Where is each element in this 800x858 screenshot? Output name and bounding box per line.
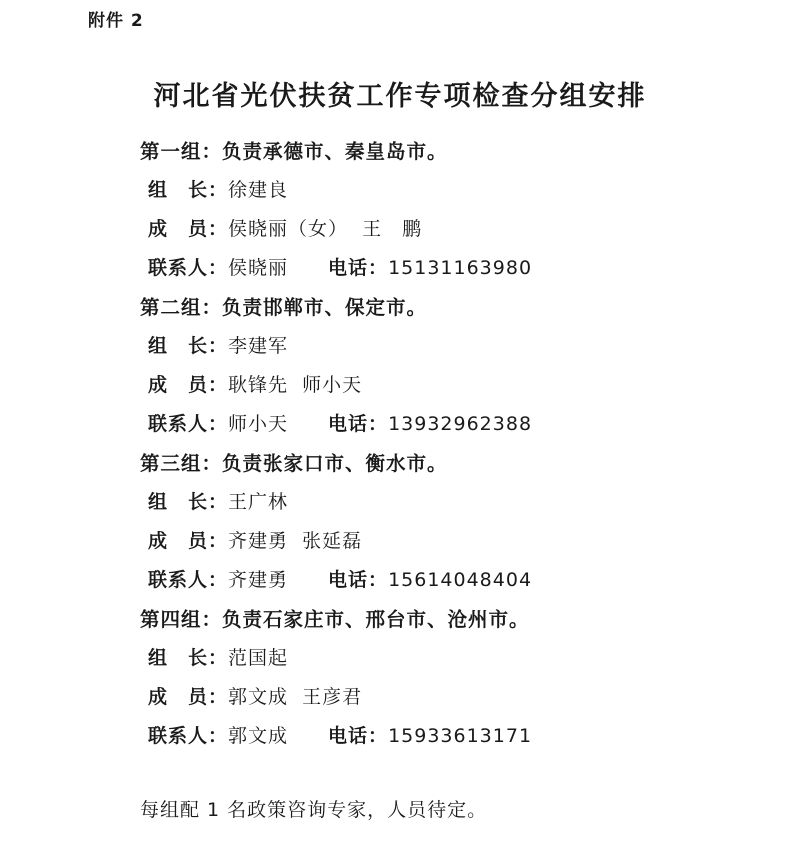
- members-label: 成 员：: [148, 686, 229, 708]
- contact-name: 师小天: [228, 413, 289, 435]
- group-contact-line: [140, 405, 700, 444]
- leader-label: 组 长：: [148, 335, 229, 357]
- group-members-line: [140, 678, 700, 717]
- members-label: 成 员：: [148, 374, 229, 396]
- contact-label: 联系人：: [148, 257, 229, 279]
- group-block-3: [140, 444, 700, 600]
- group-heading: 第三组：负责张家口市、衡水市。: [140, 452, 448, 475]
- leader-name: 徐建良: [228, 179, 289, 201]
- group-members-line: [140, 522, 700, 561]
- footer-note: 每组配 1 名政策咨询专家，人员待定。: [140, 799, 488, 821]
- phone-number: 15614048404: [388, 569, 533, 591]
- group-leader-line: [140, 327, 700, 366]
- group-contact-line: [140, 561, 700, 600]
- contact-label: 联系人：: [148, 569, 229, 591]
- group-list: [140, 132, 700, 756]
- contact-label: 联系人：: [148, 725, 229, 747]
- group-members-line: [140, 366, 700, 405]
- leader-label: 组 长：: [148, 491, 229, 513]
- members-label: 成 员：: [148, 218, 229, 240]
- group-contact-line: [140, 717, 700, 756]
- group-heading: 第一组：负责承德市、秦皇岛市。: [140, 140, 448, 163]
- phone-number: 15131163980: [388, 257, 533, 279]
- leader-name: 王广林: [228, 491, 289, 513]
- group-block-1: [140, 132, 700, 288]
- contact-name: 齐建勇: [228, 569, 289, 591]
- group-block-2: [140, 288, 700, 444]
- group-leader-line: [140, 639, 700, 678]
- group-leader-line: [140, 171, 700, 210]
- leader-name: 范国起: [228, 647, 289, 669]
- members-names: 齐建勇 张延磊: [228, 530, 363, 552]
- members-label: 成 员：: [148, 530, 229, 552]
- group-heading: 第二组：负责邯郸市、保定市。: [140, 296, 428, 319]
- attachment-label: 附件 2: [88, 11, 144, 31]
- page-title: 河北省光伏扶贫工作专项检查分组安排: [153, 81, 647, 112]
- phone-label: 电话：: [328, 725, 389, 747]
- members-names: 郭文成 王彦君: [228, 686, 363, 708]
- group-leader-line: [140, 483, 700, 522]
- leader-label: 组 长：: [148, 179, 229, 201]
- phone-label: 电话：: [328, 413, 389, 435]
- contact-name: 郭文成: [228, 725, 289, 747]
- members-names: 耿锋先 师小天: [228, 374, 363, 396]
- leader-name: 李建军: [228, 335, 289, 357]
- phone-number: 15933613171: [388, 725, 533, 747]
- contact-label: 联系人：: [148, 413, 229, 435]
- phone-label: 电话：: [328, 569, 389, 591]
- group-heading: 第四组：负责石家庄市、邢台市、沧州市。: [140, 608, 530, 631]
- group-block-4: [140, 600, 700, 756]
- phone-number: 13932962388: [388, 413, 533, 435]
- members-names: 侯晓丽（女） 王 鹏: [228, 218, 423, 240]
- phone-label: 电话：: [328, 257, 389, 279]
- contact-name: 侯晓丽: [228, 257, 289, 279]
- leader-label: 组 长：: [148, 647, 229, 669]
- group-members-line: [140, 210, 700, 249]
- group-contact-line: [140, 249, 700, 288]
